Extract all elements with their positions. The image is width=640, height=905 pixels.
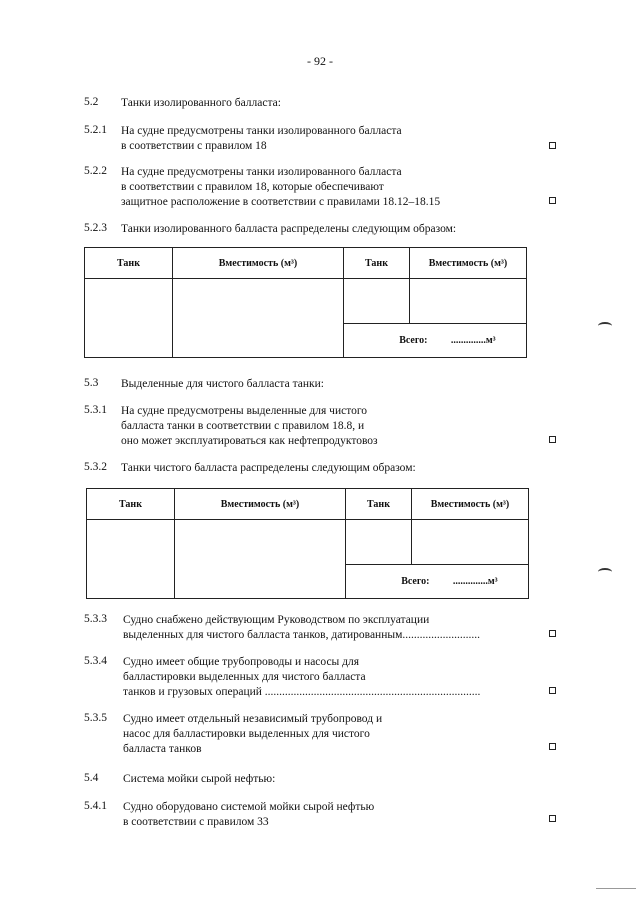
text-line: балластировки выделенных для чистого балласта [123, 671, 366, 683]
text-line: балласта танков [123, 743, 202, 755]
section-5-2-3-text: Танки изолированного балласта распределены следующим образом: [121, 223, 457, 235]
text-line: балласта танки в соответствии с правилом 18.8, и [121, 420, 365, 432]
cell-tank-entry[interactable] [87, 520, 175, 599]
section-5-4-number: 5.4 [84, 772, 99, 784]
cell-tank-entry[interactable] [85, 279, 173, 358]
section-5-2-number: 5.2 [84, 96, 99, 108]
checkbox-5-4-1[interactable] [549, 815, 556, 822]
ballast-tanks-table [84, 247, 527, 358]
cell-capacity-entry[interactable] [173, 279, 344, 358]
cell-tank-entry[interactable] [346, 520, 412, 564]
section-5-3-1-number: 5.3.1 [84, 404, 107, 416]
text-line: танков и грузовых операций ........................................................................... [123, 686, 481, 698]
section-5-3-3-number: 5.3.3 [84, 613, 107, 625]
checkbox-5-3-1[interactable] [549, 436, 556, 443]
total-label: Всего: [401, 575, 430, 587]
col-header-tank: Танк [344, 248, 410, 279]
section-5-2-3-number: 5.2.3 [84, 222, 107, 234]
total-label: Всего: [399, 334, 428, 346]
text-line: Судно имеет общие трубопроводы и насосы для [123, 656, 360, 668]
margin-mark [598, 568, 612, 576]
text-line: в соответствии с правилом 33 [123, 816, 269, 828]
section-5-3-5-text [123, 712, 382, 757]
text-line: Судно снабжено действующим Руководством по эксплуатации [123, 614, 430, 626]
text-line: оно может эксплуатироваться как нефтепродуктовоз [121, 435, 378, 447]
section-5-2-1-number: 5.2.1 [84, 124, 107, 136]
text-line: На судне предусмотрены выделенные для чистого [121, 405, 368, 417]
total-row [344, 323, 527, 357]
section-5-2-2-number: 5.2.2 [84, 165, 107, 177]
col-header-capacity: Вместимость (м³) [173, 248, 344, 279]
cell-capacity-entry[interactable] [410, 279, 527, 323]
section-5-3-4-text [123, 655, 480, 700]
col-header-capacity: Вместимость (м³) [175, 489, 346, 520]
section-5-3-number: 5.3 [84, 377, 99, 389]
cell-capacity-entry[interactable] [412, 520, 529, 564]
section-5-4-heading: Система мойки сырой нефтью: [123, 773, 276, 785]
section-5-3-1-text [121, 404, 378, 449]
section-5-4-1-number: 5.4.1 [84, 800, 107, 812]
page-number: - 92 - [307, 54, 333, 68]
section-5-2-2-text [121, 165, 440, 210]
text-line: выделенных для чистого балласта танков, датированным........................... [123, 629, 480, 641]
checkbox-5-3-4[interactable] [549, 687, 556, 694]
col-header-capacity: Вместимость (м³) [412, 489, 529, 520]
text-line: в соответствии с правилом 18 [121, 140, 267, 152]
text-line: Судно имеет отдельный независимый трубопровод и [123, 713, 383, 725]
text-line: защитное расположение в соответствии с правилами 18.12–18.15 [121, 196, 441, 208]
text-line: На судне предусмотрены танки изолированного балласта [121, 166, 402, 178]
total-value[interactable]: ..............м³ [450, 334, 496, 346]
section-5-3-4-number: 5.3.4 [84, 655, 107, 667]
text-line: в соответствии с правилом 18, которые обеспечивают [121, 181, 384, 193]
checkbox-5-2-1[interactable] [549, 142, 556, 149]
margin-mark [598, 322, 612, 330]
col-header-tank: Танк [85, 248, 173, 279]
section-5-3-heading: Выделенные для чистого балласта танки: [121, 378, 324, 390]
checkbox-5-3-5[interactable] [549, 743, 556, 750]
section-5-2-1-text [121, 124, 402, 154]
text-line: На судне предусмотрены танки изолированного балласта [121, 125, 402, 137]
total-value[interactable]: ..............м³ [452, 575, 498, 587]
clean-ballast-tanks-table [86, 488, 529, 599]
cell-capacity-entry[interactable] [175, 520, 346, 599]
section-5-3-2-number: 5.3.2 [84, 461, 107, 473]
section-5-3-2-text: Танки чистого балласта распределены следующим образом: [121, 462, 416, 474]
section-5-3-3-text [123, 613, 480, 643]
col-header-tank: Танк [87, 489, 175, 520]
checkbox-5-3-3[interactable] [549, 630, 556, 637]
total-row [346, 564, 529, 598]
col-header-capacity: Вместимость (м³) [410, 248, 527, 279]
col-header-tank: Танк [346, 489, 412, 520]
checkbox-5-2-2[interactable] [549, 197, 556, 204]
cell-tank-entry[interactable] [344, 279, 410, 323]
section-5-4-1-text [123, 800, 374, 830]
section-5-2-heading: Танки изолированного балласта: [121, 97, 281, 109]
text-line: Судно оборудовано системой мойки сырой нефтью [123, 801, 375, 813]
margin-line [596, 888, 636, 889]
section-5-3-5-number: 5.3.5 [84, 712, 107, 724]
text-line: насос для балластировки выделенных для чистого [123, 728, 370, 740]
